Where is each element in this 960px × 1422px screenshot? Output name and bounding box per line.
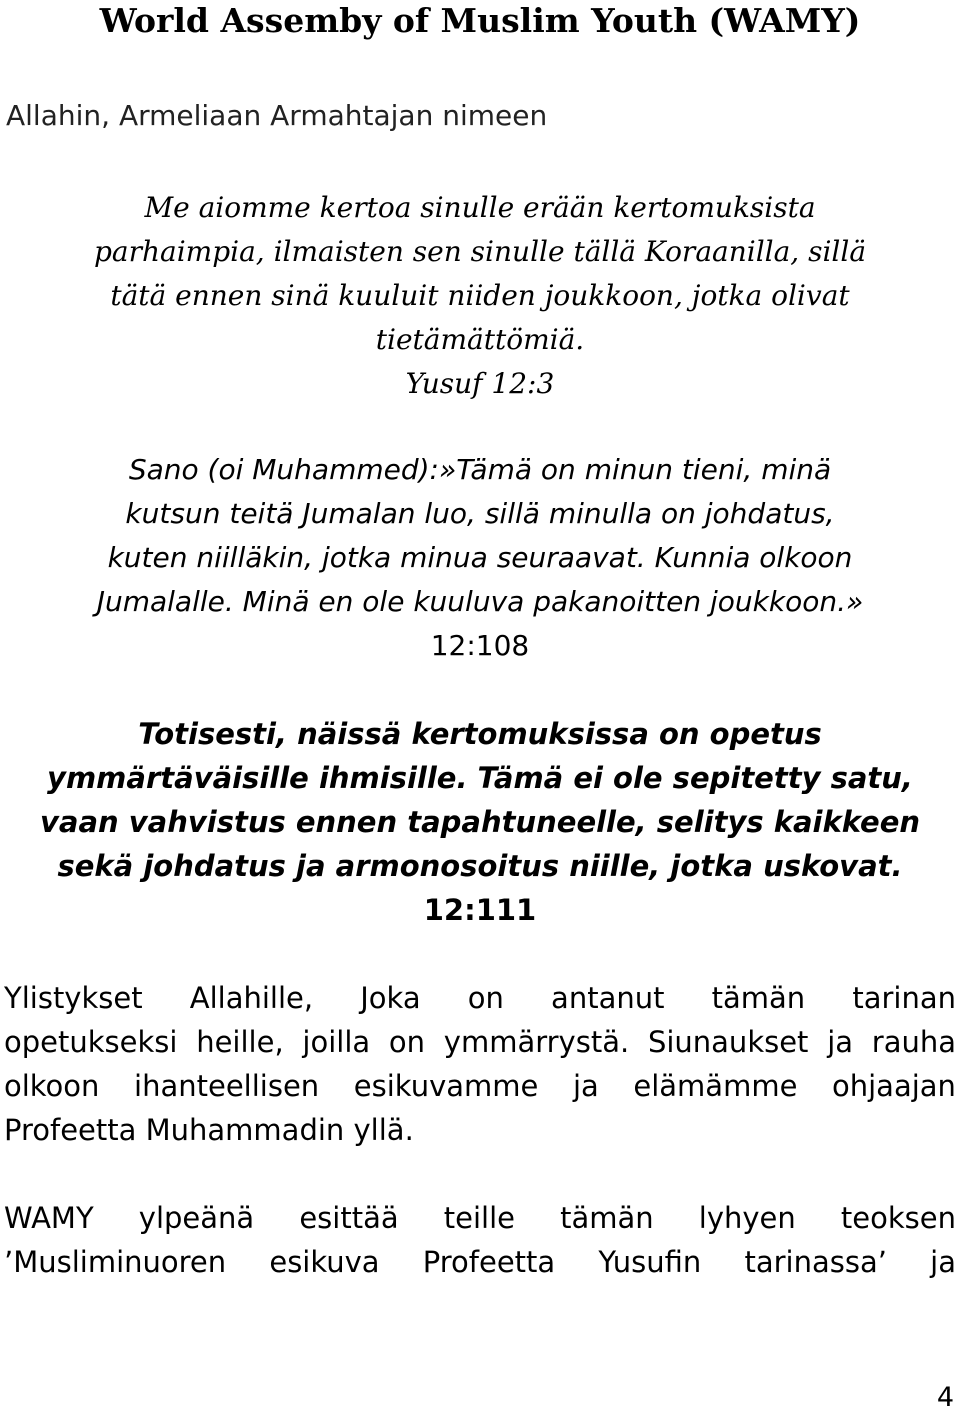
word: olkoon [4, 1069, 100, 1103]
page-number: 4 [936, 1382, 954, 1413]
paragraph-line [4, 976, 956, 1020]
quote-line: tietämättömiä. [375, 323, 585, 356]
basmala-line: Allahin, Armeliaan Armahtajan nimeen [6, 99, 548, 132]
word: antanut [551, 981, 665, 1015]
word: joilla [302, 1025, 371, 1059]
quote-12-108 [0, 448, 960, 668]
word: esittää [299, 1201, 399, 1235]
quote-line: kuten niilläkin, jotka minua seuraavat. Kunnia olkoon [107, 541, 853, 574]
word: ja [572, 1069, 599, 1103]
word: teoksen [840, 1201, 956, 1235]
word: WAMY [4, 1201, 94, 1235]
word: on [467, 981, 504, 1015]
paragraph-line [4, 1064, 956, 1108]
word: esikuva [269, 1245, 380, 1279]
word: heille, [196, 1025, 284, 1059]
quote-12-111 [0, 712, 960, 932]
paragraph-line [4, 1020, 956, 1064]
word: esikuvamme [353, 1069, 539, 1103]
word: Allahille, [189, 981, 314, 1015]
quote-line: tätä ennen sinä kuuluit niiden joukkoon, jotka olivat [110, 279, 850, 312]
quote-line: Me aiomme kertoa sinulle erään kertomuksista [144, 191, 816, 224]
quote-reference: 12:111 [423, 893, 537, 927]
word: ohjaajan [832, 1069, 956, 1103]
paragraph-wamy-presents [4, 1196, 956, 1284]
paragraph-last-line: Profeetta Muhammadin yllä. [4, 1113, 414, 1147]
quote-line: Jumalalle. Minä en ole kuuluva pakanoitten joukkoon.» [96, 585, 864, 618]
quote-line: Totisesti, näissä kertomuksissa on opetus [138, 717, 822, 751]
quote-line: vaan vahvistus ennen tapahtuneelle, selitys kaikkeen [39, 805, 921, 839]
word: ymmärrystä. [443, 1025, 630, 1059]
quote-line: kutsun teitä Jumalan luo, sillä minulla on johdatus, [125, 497, 835, 530]
word: ja [930, 1245, 956, 1279]
quote-line: sekä johdatus ja armonosoitus niille, jotka uskovat. [57, 849, 903, 883]
word: lyhyen [698, 1201, 796, 1235]
word: rauha [871, 1025, 956, 1059]
word: on [388, 1025, 426, 1059]
quote-line: Sano (oi Muhammed):»Tämä on minun tieni, minä [128, 453, 832, 486]
word: ylpeänä [138, 1201, 255, 1235]
paragraph-praise [4, 976, 956, 1152]
word: Siunaukset [647, 1025, 809, 1059]
quote-yusuf-12-3 [0, 186, 960, 406]
quote-reference: 12:108 [430, 629, 530, 662]
word: Yusufin [598, 1245, 702, 1279]
word: ihanteellisen [134, 1069, 320, 1103]
word: ’Musliminuoren [4, 1245, 227, 1279]
word: Ylistykset [4, 981, 143, 1015]
page-title: World Assemby of Muslim Youth (WAMY) [99, 1, 861, 40]
paragraph-line [4, 1240, 956, 1284]
word: tämän [711, 981, 806, 1015]
word: opetukseksi [4, 1025, 178, 1059]
quote-line: ymmärtäväisille ihmisille. Tämä ei ole sepitetty satu, [47, 761, 913, 795]
word: Profeetta [422, 1245, 556, 1279]
word: tämän [560, 1201, 654, 1235]
quote-line: parhaimpia, ilmaisten sen sinulle tällä Koraanilla, sillä [93, 235, 867, 268]
paragraph-line [4, 1196, 956, 1240]
word: teille [443, 1201, 515, 1235]
word: tarinan [852, 981, 956, 1015]
word: Joka [360, 981, 421, 1015]
quote-reference: Yusuf 12:3 [405, 367, 555, 400]
word: elämämme [633, 1069, 798, 1103]
word: ja [827, 1025, 854, 1059]
word: tarinassa’ [744, 1245, 887, 1279]
